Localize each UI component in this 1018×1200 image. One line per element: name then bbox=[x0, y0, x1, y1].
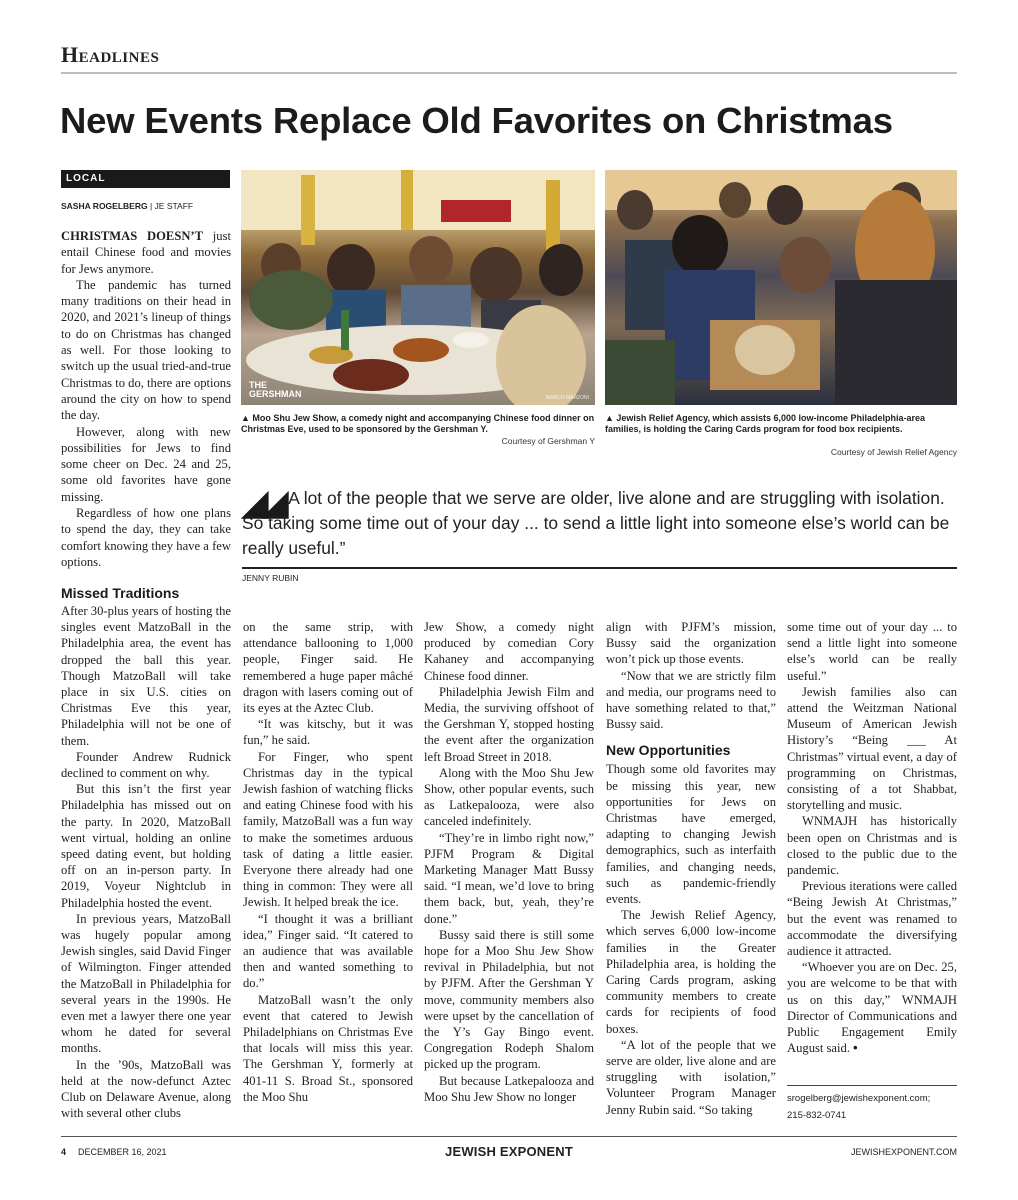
byline bbox=[61, 201, 193, 211]
page-number: 4 bbox=[61, 1147, 67, 1157]
body-paragraph: “It was kitschy, but it was fun,” he said. bbox=[243, 717, 413, 748]
body-paragraph: on the same strip, with attendance ballooning to 1,000 people, Finger said. He remembered a huge paper mâché dragon with lasers coming out of its eyes at the Aztec Club. bbox=[243, 620, 413, 716]
body-paragraph: Jewish families also can attend the Weitzman National Museum of American Jewish History’s “Being ___ At Christmas” virtual event, a day of programming on Christmas, consisting of a tot Shabbat, storytelling and music. bbox=[787, 684, 957, 813]
body-column-3 bbox=[424, 619, 594, 1105]
divider bbox=[787, 1085, 957, 1086]
subhead-new-opportunities: New Opportunities bbox=[606, 742, 731, 759]
body-paragraph: “They’re in limbo right now,” PJFM Program & Digital Marketing Manager Matt Bussy said. “I mean, we’d love to bring them back, but, yeah, they’re done.” bbox=[424, 830, 594, 926]
photographer-credit: MARCO MARZONI bbox=[545, 395, 589, 401]
section-title: Headlines bbox=[61, 42, 160, 67]
body-paragraph: MatzoBall wasn’t the only event that catered to Jewish Philadelphians on Christmas Eve that locals will miss this year. The Gershman Y, formerly at 401-11 S. Broad St., sponsored the Moo Shu bbox=[243, 992, 413, 1104]
intro-paragraph: Regardless of how one plans to spend the day, they can take comfort knowing they have a few options. bbox=[61, 506, 231, 569]
lead-in: CHRISTMAS DOESN’T bbox=[61, 229, 204, 243]
body-paragraph: align with PJFM’s mission, Bussy said the organization won’t pick up those events. bbox=[606, 620, 776, 667]
intro-column bbox=[61, 228, 231, 570]
quote-mark-icon: ◢◢ bbox=[242, 485, 283, 522]
photo-illustration bbox=[241, 170, 595, 405]
footer-divider bbox=[61, 1136, 957, 1137]
body-paragraph: In previous years, MatzoBall was hugely popular among Jewish singles, said David Finger of Wilmington. Finger attended the MatzoBall in Philadelphia for several years in the 1990s. He even met a lawyer there one year whom he dated for several months. bbox=[61, 911, 231, 1056]
intro-paragraph: The pandemic has turned many traditions on their head in 2020, and 2021’s lineup of things to do on Christmas has changed as well. For those looking to switch up the usual tried-and-true Christmas to do, there are options around the city on how to spend the day. bbox=[61, 277, 231, 423]
photo-caption: ▲ Jewish Relief Agency, which assists 6,000 low-income Philadelphia-area families, is holding the Caring Cards program for food box recipients. bbox=[605, 413, 926, 434]
author-name: SASHA ROGELBERG bbox=[61, 201, 148, 211]
intro-paragraph: CHRISTMAS DOESN’T just entail Chinese food and movies for Jews anymore. bbox=[61, 229, 231, 276]
publication-url[interactable]: JEWISHEXPONENT.COM bbox=[850, 1147, 957, 1157]
body-paragraph: some time out of your day ... to send a little light into someone else’s world can be really useful.” bbox=[787, 620, 957, 683]
body-column-2 bbox=[243, 619, 413, 1105]
body-column-4 bbox=[606, 619, 776, 1118]
subhead-missed-traditions: Missed Traditions bbox=[61, 585, 180, 601]
body-paragraph: Founder Andrew Rudnick declined to comment on why. bbox=[61, 749, 231, 781]
body-paragraph: “Now that we are strictly film and media, our programs need to have something related to that,” Bussy said. bbox=[606, 668, 776, 732]
body-paragraph: For Finger, who spent Christmas day in the typical Jewish fashion of watching flicks and eating Chinese food with his family, MatzoBall was a fun way to make the sometimes arduous task of dating a little easier. Everyone there already had one thing in common: They were all Jewish. It helped break the ice. bbox=[243, 749, 413, 910]
end-mark-icon: • bbox=[853, 1041, 858, 1056]
body-paragraph: But because Latkepalooza and Moo Shu Jew Show no longer bbox=[424, 1073, 594, 1104]
contact-email[interactable]: srogelberg@jewishexponent.com; bbox=[787, 1093, 931, 1104]
publication-name: JEWISH EXPONENT bbox=[445, 1144, 573, 1159]
section-header bbox=[61, 42, 957, 74]
photo-moo-shu-jew-show bbox=[241, 170, 595, 405]
contact-phone: 215-832-0741 bbox=[787, 1110, 847, 1121]
body-paragraph: Though some old favorites may be missing this year, new opportunities for Jews on Christmas have emerged, adapting to changing Jewish demographics, such as interfaith families, and changing needs, such as pandemic-friendly events. bbox=[606, 762, 776, 907]
body-paragraph: Bussy said there is still some hope for a Moo Shu Jew Show revival in Philadelphia, but not by PJFM. After the Gershman Y move, community members also were upset by the cancellation of the Y’s Gay Bingo event. Congregation Rodeph Shalom picked up the program. bbox=[424, 927, 594, 1072]
author-affiliation: | JE STAFF bbox=[149, 201, 194, 211]
photo-illustration bbox=[605, 170, 957, 405]
body-paragraph: WNMAJH has historically been open on Christmas and is closed to the public due to the pandemic. bbox=[787, 814, 957, 878]
body-column-5 bbox=[787, 619, 957, 1056]
category-tag: LOCAL bbox=[61, 170, 230, 188]
photo-credit: Courtesy of Jewish Relief Agency bbox=[830, 447, 957, 457]
body-paragraph: In the ’90s, MatzoBall was held at the now-defunct Aztec Club on Delaware Avenue, along with several other clubs bbox=[61, 1057, 231, 1121]
body-paragraph: “A lot of the people that we serve are older, live alone and are struggling with isolation,” Volunteer Program Manager Jenny Rubin said. “So taking bbox=[606, 1037, 776, 1117]
body-paragraph: After 30-plus years of hosting the singles event MatzoBall in the Philadelphia area, the event has dropped the ball this year. Though MatzoBall will take place in six U.S. cities on Christmas Eve this year, Philadelphia will not be one of them. bbox=[61, 604, 231, 748]
body-paragraph: Philadelphia Jewish Film and Media, the surviving offshoot of the Gershman Y, stopped hosting the event after the organization left Broad Street in 2018. bbox=[424, 684, 594, 764]
body-paragraph: The Jewish Relief Agency, which serves 6,000 low-income families in the Greater Philadelphia area, is holding the Caring Cards program, asking community members to create cards for recipients of food boxes. bbox=[606, 908, 776, 1036]
body-paragraph: Jew Show, a comedy night produced by comedian Cory Kahaney and accompanying Chinese food dinner. bbox=[424, 620, 594, 683]
body-paragraph: “Whoever you are on Dec. 25, you are welcome to be that with us on this day,” WNMAJH Director of Communications and Public Engagement Emily August said. • bbox=[787, 960, 957, 1056]
photo-caption: ▲ Moo Shu Jew Show, a comedy night and accompanying Chinese food dinner on Christmas Eve, used to be sponsored by the Gershman Y. bbox=[241, 413, 595, 434]
pull-quote bbox=[242, 486, 957, 560]
divider bbox=[242, 567, 957, 569]
body-column-1 bbox=[61, 603, 231, 1122]
body-paragraph: Previous iterations were called “Being Jewish At Christmas,” but the event was renamed to accommodate the diversifying audience it attracted. bbox=[787, 879, 957, 959]
photo-jewish-relief-agency bbox=[605, 170, 957, 405]
pull-quote-attribution: JENNY RUBIN bbox=[242, 573, 299, 583]
intro-paragraph: However, along with new possibilities for Jews to find some cheer on Dec. 24 and 25, some old favorites have gone missing. bbox=[61, 424, 231, 504]
body-paragraph: But this isn’t the first year Philadelphia has missed out on the party. In 2020, MatzoBall went virtual, holding an online speed dating event, but holding off on an in-person party. In 2019, Voyeur Nightclub in Philadelphia hosted the event. bbox=[61, 782, 231, 910]
pull-quote-text: A lot of the people that we serve are older, live alone and are struggling with isolation. So taking some time out of your day ... to send a little light into someone else’s world can be really useful.” bbox=[242, 488, 950, 558]
author-contact bbox=[787, 1090, 930, 1124]
gershman-logo: THE GERSHMAN bbox=[249, 380, 302, 399]
issue-date: DECEMBER 16, 2021 bbox=[78, 1147, 167, 1157]
body-paragraph: “I thought it was a brilliant idea,” Finger said. “It catered to an audience that was available then and wanted something to do.” bbox=[243, 911, 413, 991]
photo-credit: Courtesy of Gershman Y bbox=[501, 436, 595, 446]
article-headline: New Events Replace Old Favorites on Christmas bbox=[60, 100, 893, 141]
body-paragraph: Along with the Moo Shu Jew Show, other popular events, such as Latkepalooza, were also canceled indefinitely. bbox=[424, 765, 594, 829]
